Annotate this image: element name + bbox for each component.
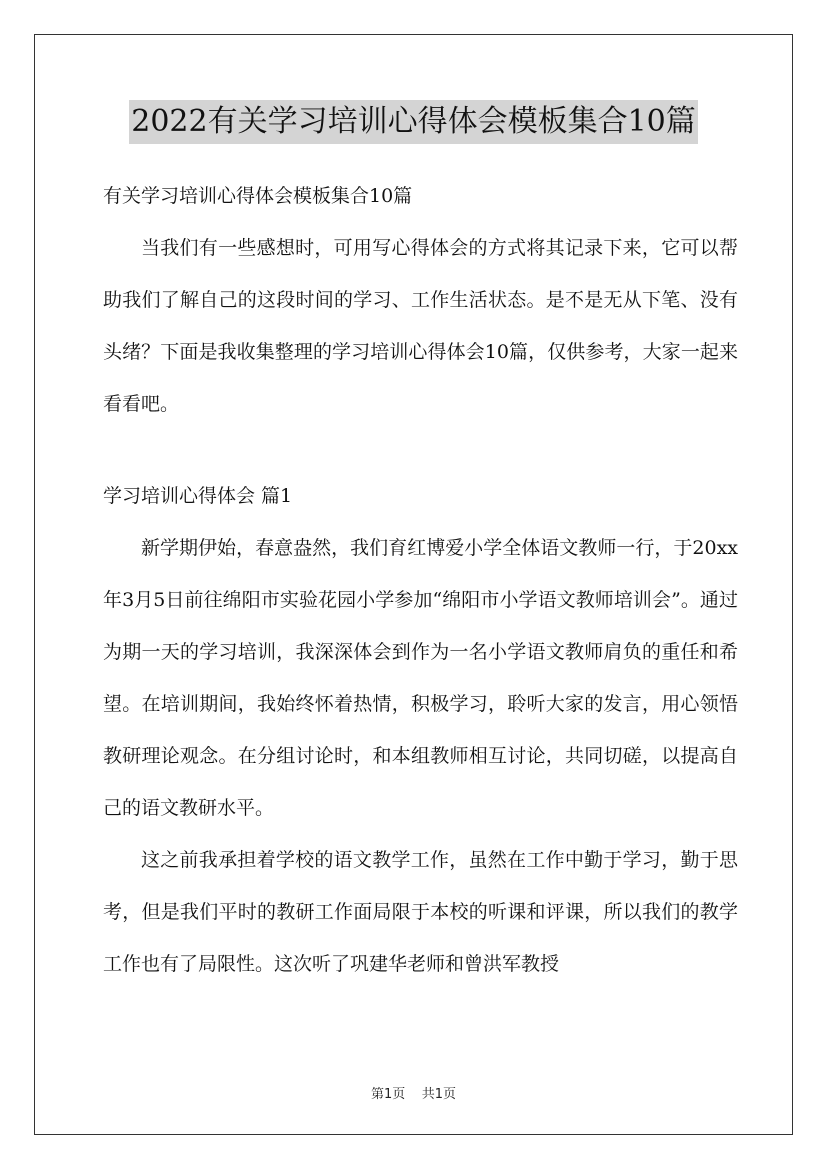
section-heading: 学习培训心得体会 篇1 [103, 485, 293, 507]
total-pages: 共1页 [421, 1087, 457, 1102]
document-title: 2022有关学习培训心得体会模板集合10篇 [129, 100, 698, 144]
page-footer [0, 1083, 827, 1102]
title-wrap [0, 100, 827, 144]
body-paragraph: 新学期伊始，春意盎然，我们育红博爱小学全体语文教师一行，于20xx年3月5日前往绵阳市实验花园小学参加“绵阳市小学语文教师培训会”。通过为期一天的学习培训，我深深体会到作为一名小学语文教师肩负的重任和希望。在培训期间，我始终怀着热情，积极学习，聆听大家的发言，用心领悟教研理论观念。在分组讨论时，和本组教师相互讨论，共同切磋，以提高自己的语文教研水平。 [103, 537, 738, 819]
document-subtitle: 有关学习培训心得体会模板集合10篇 [103, 185, 413, 207]
intro-paragraph: 当我们有一些感想时，可用写心得体会的方式将其记录下来，它可以帮助我们了解自己的这段时间的学习、工作生活状态。是不是无从下笔、没有头绪？下面是我收集整理的学习培训心得体会10篇，仅供参考，大家一起来看看吧。 [103, 237, 738, 415]
body-paragraph: 这之前我承担着学校的语文教学工作，虽然在工作中勤于学习，勤于思考，但是我们平时的教研工作面局限于本校的听课和评课，所以我们的教学工作也有了局限性。这次听了巩建华老师和曾洪军教授 [103, 849, 738, 975]
document-body [103, 170, 738, 990]
page-number: 第1页 [370, 1087, 406, 1102]
